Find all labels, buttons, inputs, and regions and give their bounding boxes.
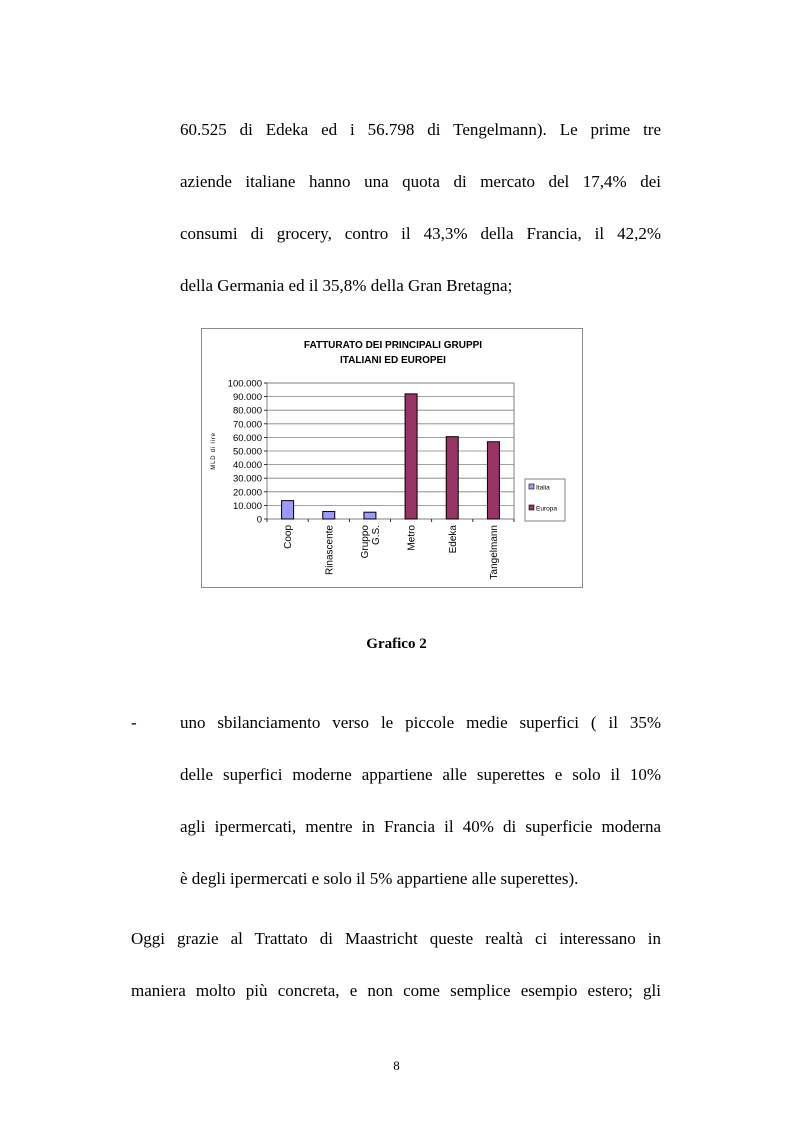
y-tick-label: 50.000 <box>232 446 262 458</box>
text-line: maniera molto più concreta, e non come semplice esempio estero; gli <box>131 981 661 1000</box>
text-line: aziende italiane hanno una quota di mercato del 17,4% dei <box>180 172 661 191</box>
text-line: Oggi grazie al Trattato di Maastricht queste realtà ci interessano in <box>131 929 661 948</box>
y-tick-label: 60.000 <box>232 432 262 444</box>
bar <box>446 437 458 519</box>
bar <box>487 442 499 519</box>
x-tick-label: Metro <box>406 525 418 551</box>
legend-swatch <box>529 484 534 489</box>
y-axis-label: MLD di lire <box>211 432 217 470</box>
x-tick-label: Edeka <box>447 525 459 554</box>
y-tick-label: 80.000 <box>232 405 262 417</box>
x-tick-label: Coop <box>283 525 295 549</box>
legend-label: Europa <box>536 505 557 513</box>
bullet-dash: - <box>131 713 137 732</box>
text-line: 60.525 di Edeka ed i 56.798 di Tengelmann). Le prime tre <box>180 120 661 139</box>
x-tick-label: Rinascente <box>324 525 336 576</box>
text-line: uno sbilanciamento verso le piccole medie superfici ( il 35% <box>180 713 661 732</box>
y-tick-label: 70.000 <box>232 419 262 431</box>
y-tick-label: 30.000 <box>232 473 262 485</box>
chart-title-line: ITALIANI ED EUROPEI <box>340 355 446 366</box>
chart-title-line: FATTURATO DEI PRINCIPALI GRUPPI <box>303 340 483 351</box>
bar-chart <box>202 329 582 587</box>
paragraph-intro <box>180 104 661 312</box>
bar <box>405 394 417 519</box>
y-tick-label: 20.000 <box>232 487 262 499</box>
x-tick-label: Tangelmann <box>488 525 500 580</box>
y-tick-label: 40.000 <box>232 460 262 472</box>
text-line: delle superfici moderne appartiene alle superettes e solo il 10% <box>180 765 661 784</box>
y-tick-label: 0 <box>256 514 262 526</box>
y-tick-label: 10.000 <box>232 500 262 512</box>
bar <box>364 512 376 519</box>
page-number: 8 <box>393 1058 400 1073</box>
bar <box>282 501 294 519</box>
paragraph-maastricht <box>131 913 661 1017</box>
text-line: consumi di grocery, contro il 43,3% della Francia, il 42,2% <box>180 224 661 243</box>
legend-label: Italia <box>536 484 550 492</box>
text-line: agli ipermercati, mentre in Francia il 40% di superficie moderna <box>180 817 661 836</box>
x-tick-label: G.S. <box>370 525 382 546</box>
x-tick-label: Gruppo <box>359 525 371 559</box>
text-line: è degli ipermercati e solo il 5% appartiene alle superettes). <box>180 869 579 888</box>
y-tick-label: 90.000 <box>232 392 262 404</box>
figure-caption: Grafico 2 <box>366 636 427 652</box>
bar <box>323 512 335 519</box>
legend-swatch <box>529 505 534 510</box>
chart-frame <box>201 328 583 588</box>
bullet-paragraph <box>180 697 661 905</box>
y-tick-label: 100.000 <box>227 378 262 390</box>
text-line: della Germania ed il 35,8% della Gran Bretagna; <box>180 276 513 295</box>
